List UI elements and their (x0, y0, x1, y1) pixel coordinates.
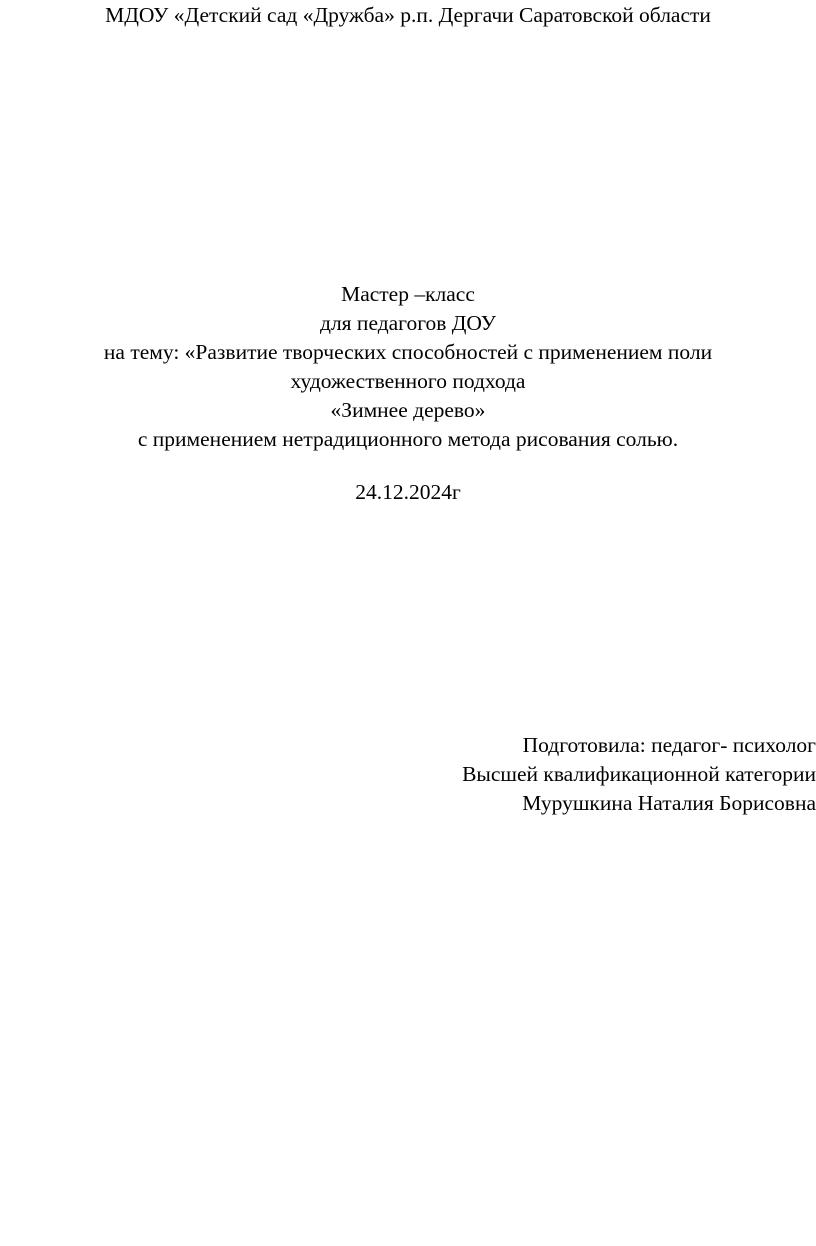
title-line-method: с применением нетрадиционного метода рисования солью. (137, 427, 679, 451)
title-line-work-name: «Зимнее дерево» (330, 398, 486, 422)
title-line-audience: для педагогов ДОУ (320, 311, 496, 335)
title-block (0, 280, 816, 454)
title-line-topic-continued: художественного подхода (290, 369, 526, 393)
title-line-event-type: Мастер –класс (341, 282, 475, 306)
author-name: Мурушкина Наталия Борисовна (522, 791, 816, 815)
author-qualification: Высшей квалификационной категории (462, 762, 816, 786)
title-line-topic: на тему: «Развитие творческих способностей с применением поли (103, 340, 713, 364)
institution-header: МДОУ «Детский сад «Дружба» р.п. Дергачи Саратовской области (105, 3, 711, 27)
author-role: Подготовила: педагог- психолог (522, 733, 816, 757)
event-date: 24.12.2024г (355, 480, 461, 504)
author-block (462, 731, 816, 818)
